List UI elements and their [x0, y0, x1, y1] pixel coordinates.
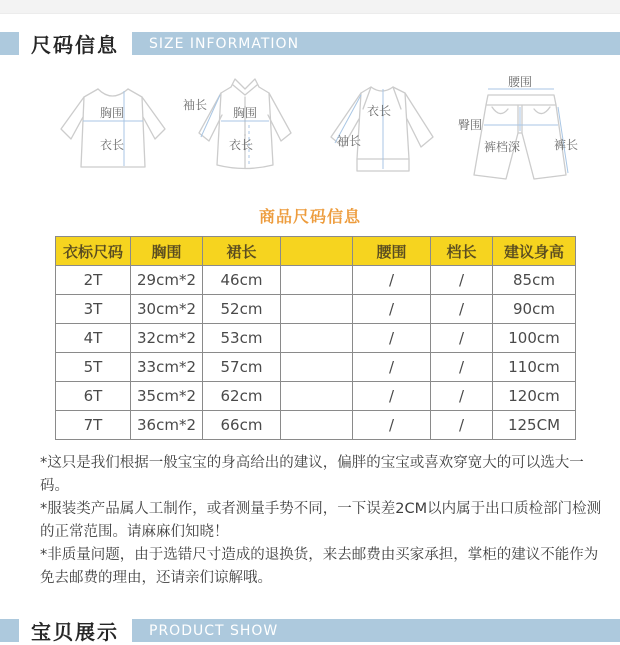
pants-illustration	[458, 75, 580, 187]
pullover-illustration	[319, 75, 445, 187]
product-show-banner: PRODUCT SHOW	[132, 619, 620, 642]
cell: /	[431, 295, 493, 324]
cell: 29cm*2	[131, 266, 203, 295]
table-row	[56, 295, 576, 324]
cell: 6T	[56, 382, 131, 411]
cell: 33cm*2	[131, 353, 203, 382]
blue-square-accent	[0, 619, 19, 642]
cell: 120cm	[493, 382, 576, 411]
cell: 53cm	[203, 324, 281, 353]
cell	[281, 353, 353, 382]
top-divider-strip	[0, 0, 620, 14]
cell: 85cm	[493, 266, 576, 295]
header-skirt-length: 裙长	[203, 237, 281, 266]
size-table-header-row	[56, 237, 576, 266]
cell: 2T	[56, 266, 131, 295]
cell	[281, 382, 353, 411]
table-row	[56, 411, 576, 440]
size-info-title: 尺码信息	[31, 33, 119, 57]
product-show-title: 宝贝展示	[31, 620, 119, 644]
header-crotch: 档长	[431, 237, 493, 266]
cell	[281, 295, 353, 324]
note-line: *服装类产品属人工制作，或者测量手势不同，一下误差2CM以内属于出口质检部门检测的正常范围。请麻麻们知晓！	[40, 501, 602, 540]
cell: /	[353, 382, 431, 411]
cell: 125CM	[493, 411, 576, 440]
table-row	[56, 266, 576, 295]
product-size-table-title: 商品尺码信息	[258, 207, 361, 226]
tee-diagram	[56, 75, 168, 187]
cell: 66cm	[203, 411, 281, 440]
pullover-sleeve-label: 袖长	[337, 134, 362, 148]
pants-waist-label: 腰围	[507, 75, 532, 89]
cell: 4T	[56, 324, 131, 353]
cell: 110cm	[493, 353, 576, 382]
shirt-diagram	[181, 75, 307, 187]
size-notes	[40, 452, 606, 590]
pants-diagram	[458, 75, 580, 187]
pants-hip-label: 臀围	[457, 118, 482, 132]
size-table	[55, 236, 576, 440]
cell: /	[431, 382, 493, 411]
pullover-length-label: 衣长	[367, 104, 392, 118]
cell: 52cm	[203, 295, 281, 324]
cell: /	[431, 266, 493, 295]
cell: 57cm	[203, 353, 281, 382]
cell: /	[353, 266, 431, 295]
cell: 32cm*2	[131, 324, 203, 353]
table-row	[56, 382, 576, 411]
cell: /	[353, 295, 431, 324]
cell: /	[353, 324, 431, 353]
table-row	[56, 324, 576, 353]
shirt-length-label: 衣长	[228, 138, 253, 152]
cell: 90cm	[493, 295, 576, 324]
cell: 5T	[56, 353, 131, 382]
cell: /	[431, 353, 493, 382]
tee-chest-label: 胸围	[100, 106, 125, 120]
cell: 30cm*2	[131, 295, 203, 324]
cell: 46cm	[203, 266, 281, 295]
cell	[281, 266, 353, 295]
cell: 62cm	[203, 382, 281, 411]
shirt-sleeve-label: 袖长	[182, 98, 207, 112]
header-suggested-height: 建议身高	[493, 237, 576, 266]
header-empty	[281, 237, 353, 266]
header-chest: 胸围	[131, 237, 203, 266]
cell: /	[431, 411, 493, 440]
size-info-banner: SIZE INFORMATION	[132, 32, 620, 55]
product-show-section-header	[0, 619, 620, 642]
note-line: *这只是我们根据一般宝宝的身高给出的建议，偏胖的宝宝或喜欢穿宽大的可以选大一码。	[40, 455, 584, 494]
cell: 36cm*2	[131, 411, 203, 440]
note-line: *非质量问题，由于选错尺寸造成的退换货，来去邮费由买家承担，掌柜的建议不能作为免去邮费的理由，还请亲们谅解哦。	[40, 547, 599, 586]
cell: 100cm	[493, 324, 576, 353]
pants-leg-label: 裤长	[553, 138, 578, 152]
cell: 3T	[56, 295, 131, 324]
blue-square-accent	[0, 32, 19, 55]
tee-length-label: 衣长	[100, 138, 125, 152]
size-info-section-header	[0, 32, 620, 55]
cell	[281, 411, 353, 440]
pants-crotch-label: 裤档深	[483, 140, 520, 154]
cell: /	[353, 353, 431, 382]
cell: /	[431, 324, 493, 353]
tee-illustration	[56, 75, 168, 187]
cell: 35cm*2	[131, 382, 203, 411]
cell: /	[353, 411, 431, 440]
pullover-diagram	[319, 75, 445, 187]
header-waist: 腰围	[353, 237, 431, 266]
table-row	[56, 353, 576, 382]
shirt-illustration	[181, 75, 307, 187]
header-label-size: 衣标尺码	[56, 237, 131, 266]
cell: 7T	[56, 411, 131, 440]
cell	[281, 324, 353, 353]
garment-diagrams-row	[0, 75, 620, 187]
shirt-chest-label: 胸围	[232, 106, 257, 120]
